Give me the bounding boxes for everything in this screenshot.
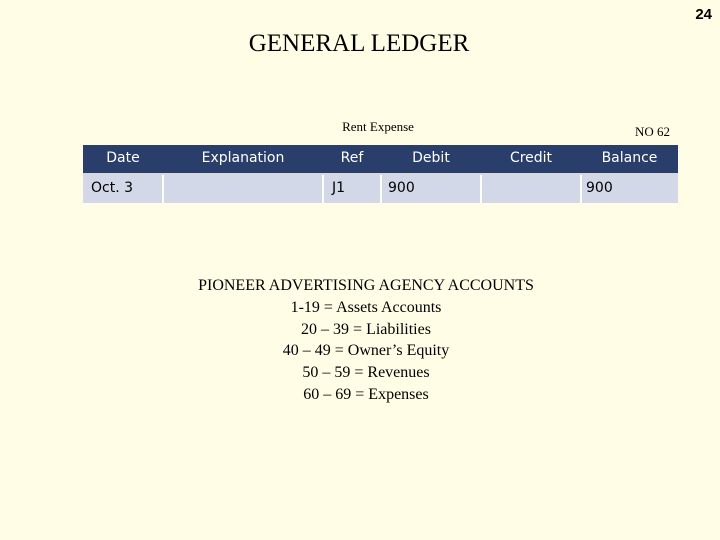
page-number: 24 (695, 6, 712, 23)
chart-of-accounts (0, 275, 720, 406)
column-header-debit: Debit (412, 150, 450, 166)
account-number: NO 62 (634, 124, 670, 139)
cell-date: Oct. 3 (91, 180, 134, 196)
chart-of-accounts-heading: PIONEER ADVERTISING AGENCY ACCOUNTS (198, 277, 534, 294)
account-range-line: 1-19 = Assets Accounts (290, 298, 442, 316)
column-header-date: Date (106, 150, 140, 166)
cell-balance: 900 (586, 180, 613, 196)
page-title: GENERAL LEDGER (248, 30, 470, 57)
cell-credit (482, 175, 580, 203)
account-range-line: 50 – 59 = Revenues (302, 364, 430, 382)
cell-ref: J1 (332, 180, 346, 196)
ledger-header-row (83, 145, 678, 175)
column-header-ref: Ref (340, 150, 364, 166)
cell-explanation (164, 175, 322, 203)
account-range-line: 20 – 39 = Liabilities (301, 320, 431, 338)
table-row (83, 175, 678, 203)
account-range-line: 40 – 49 = Owner’s Equity (282, 342, 450, 360)
account-range-line: 60 – 69 = Expenses (303, 385, 429, 403)
column-header-explanation: Explanation (201, 150, 285, 166)
column-header-balance: Balance (601, 150, 658, 166)
cell-debit: 900 (388, 180, 415, 196)
column-header-credit: Credit (509, 150, 553, 166)
account-name: Rent Expense (342, 119, 414, 134)
